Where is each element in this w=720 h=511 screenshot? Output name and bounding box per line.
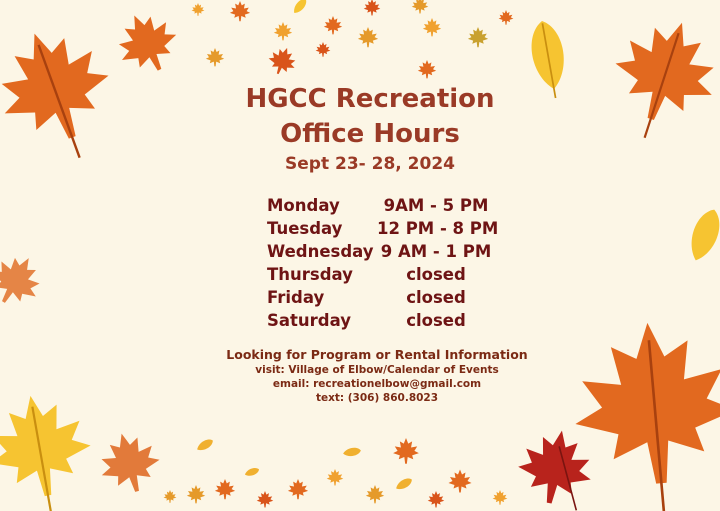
schedule-hours: closed — [406, 265, 466, 284]
poster-title-line-1: HGCC Recreation — [245, 84, 495, 114]
schedule-hours: 12 PM - 8 PM — [377, 219, 499, 238]
schedule-day: Thursday — [267, 265, 353, 284]
small-leaves-bottom — [164, 437, 508, 508]
oak-leaf-icon — [0, 387, 101, 511]
maple-leaf-icon — [107, 3, 186, 82]
schedule-hours: 9 AM - 1 PM — [380, 242, 492, 261]
schedule-row — [267, 242, 497, 265]
maple-leaf-icon — [93, 426, 166, 499]
schedule-hours: 9AM - 5 PM — [383, 196, 489, 215]
poster-title-line-2: Office Hours — [280, 119, 460, 149]
schedule-row — [267, 265, 497, 288]
date-range: Sept 23- 28, 2024 — [285, 154, 455, 174]
schedule-day: Saturday — [267, 311, 351, 330]
text-line: text: (306) 860.8023 — [315, 392, 439, 404]
schedule-day: Wednesday — [267, 242, 374, 261]
schedule-row — [267, 288, 497, 311]
info-heading: Looking for Program or Rental Information — [226, 347, 528, 362]
birch-leaf-icon — [684, 205, 720, 264]
schedule-row — [267, 311, 497, 334]
schedule-row — [267, 196, 497, 219]
schedule-day: Tuesday — [267, 219, 343, 238]
email-line: email: recreationelbow@gmail.com — [272, 378, 482, 390]
visit-line: visit: Village of Elbow/Calendar of Events — [255, 364, 499, 376]
small-leaves-top — [192, 0, 514, 79]
schedule-day: Monday — [267, 196, 340, 215]
schedule-hours: closed — [406, 288, 466, 307]
maple-leaf-icon — [513, 424, 599, 511]
schedule-row — [267, 219, 497, 242]
schedule-hours: closed — [406, 311, 466, 330]
maple-leaf-icon — [567, 316, 720, 511]
schedule-day: Friday — [267, 288, 325, 307]
maple-leaf-icon — [0, 246, 51, 315]
